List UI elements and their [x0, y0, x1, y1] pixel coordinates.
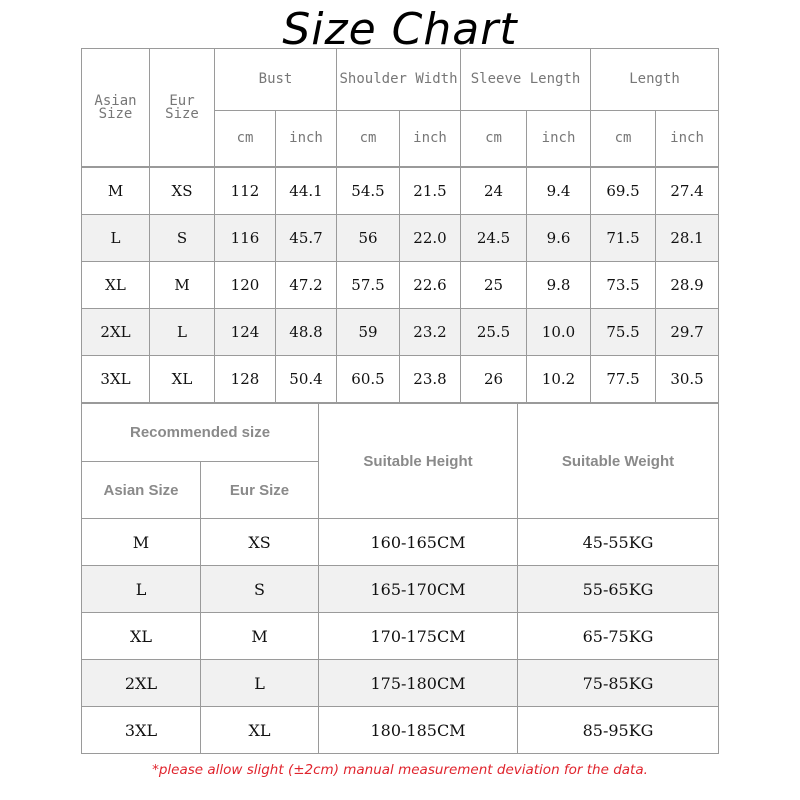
cell-eur-size: XS — [150, 167, 215, 215]
cell-weight: 75-85KG — [518, 660, 719, 707]
cell-asian-size: 3XL — [82, 356, 150, 403]
header-unit-cm: cm — [591, 111, 656, 168]
cell-bust-cm: 112 — [215, 167, 276, 215]
cell-bust-inch: 48.8 — [276, 309, 337, 356]
cell-sleeve-inch: 10.2 — [527, 356, 591, 403]
cell-eur-size: M — [150, 262, 215, 309]
measurement-note: *please allow slight (±2cm) manual measurement deviation for the data. — [152, 762, 648, 778]
header-length: Length — [591, 49, 719, 111]
cell-length-inch: 30.5 — [656, 356, 719, 403]
cell-eur-size: XL — [150, 356, 215, 403]
cell-shoulder-inch: 23.8 — [400, 356, 461, 403]
header-unit-inch: inch — [400, 111, 461, 168]
cell-asian-size: XL — [82, 262, 150, 309]
cell-bust-cm: 124 — [215, 309, 276, 356]
cell-weight: 55-65KG — [518, 566, 719, 613]
cell-height: 165-170CM — [319, 566, 518, 613]
cell-asian-size: M — [82, 167, 150, 215]
cell-eur-size: S — [150, 215, 215, 262]
cell-eur-size: L — [150, 309, 215, 356]
cell-bust-inch: 45.7 — [276, 215, 337, 262]
cell-length-cm: 71.5 — [591, 215, 656, 262]
cell-asian-size: 2XL — [82, 660, 201, 707]
cell-eur-size: XL — [201, 707, 319, 754]
table-row — [82, 167, 719, 215]
cell-length-cm: 77.5 — [591, 356, 656, 403]
cell-sleeve-inch: 9.4 — [527, 167, 591, 215]
header-unit-inch: inch — [527, 111, 591, 168]
cell-bust-inch: 44.1 — [276, 167, 337, 215]
cell-asian-size: 3XL — [82, 707, 201, 754]
cell-weight: 85-95KG — [518, 707, 719, 754]
cell-length-inch: 28.9 — [656, 262, 719, 309]
cell-length-inch: 28.1 — [656, 215, 719, 262]
cell-sleeve-cm: 24.5 — [461, 215, 527, 262]
table-row — [82, 566, 719, 613]
cell-shoulder-inch: 22.6 — [400, 262, 461, 309]
header-eur-size: Eur Size — [201, 462, 319, 519]
cell-asian-size: 2XL — [82, 309, 150, 356]
cell-sleeve-cm: 26 — [461, 356, 527, 403]
cell-bust-cm: 128 — [215, 356, 276, 403]
cell-height: 170-175CM — [319, 613, 518, 660]
cell-sleeve-inch: 10.0 — [527, 309, 591, 356]
cell-bust-cm: 120 — [215, 262, 276, 309]
cell-eur-size: S — [201, 566, 319, 613]
header-unit-cm: cm — [337, 111, 400, 168]
table-row — [82, 660, 719, 707]
cell-sleeve-inch: 9.6 — [527, 215, 591, 262]
cell-length-inch: 29.7 — [656, 309, 719, 356]
header-suitable-weight: Suitable Weight — [518, 404, 719, 519]
measurement-table — [81, 48, 719, 403]
cell-asian-size: XL — [82, 613, 201, 660]
cell-shoulder-cm: 56 — [337, 215, 400, 262]
header-shoulder-width: Shoulder Width — [337, 49, 461, 111]
table-row — [82, 309, 719, 356]
header-unit-cm: cm — [461, 111, 527, 168]
cell-height: 160-165CM — [319, 519, 518, 566]
header-unit-inch: inch — [276, 111, 337, 168]
header-unit-cm: cm — [215, 111, 276, 168]
cell-shoulder-inch: 21.5 — [400, 167, 461, 215]
header-sleeve-length: Sleeve Length — [461, 49, 591, 111]
cell-asian-size: L — [82, 215, 150, 262]
cell-eur-size: L — [201, 660, 319, 707]
table-row — [82, 519, 719, 566]
cell-sleeve-cm: 25.5 — [461, 309, 527, 356]
cell-shoulder-inch: 22.0 — [400, 215, 461, 262]
cell-eur-size: XS — [201, 519, 319, 566]
cell-weight: 65-75KG — [518, 613, 719, 660]
cell-eur-size: M — [201, 613, 319, 660]
cell-asian-size: L — [82, 566, 201, 613]
cell-sleeve-cm: 25 — [461, 262, 527, 309]
cell-length-inch: 27.4 — [656, 167, 719, 215]
table-row — [82, 215, 719, 262]
page-title: Size Chart — [282, 4, 518, 55]
table-row — [82, 262, 719, 309]
header-eur-size: Eur Size — [150, 49, 215, 168]
cell-shoulder-cm: 60.5 — [337, 356, 400, 403]
cell-length-cm: 69.5 — [591, 167, 656, 215]
cell-shoulder-cm: 57.5 — [337, 262, 400, 309]
cell-bust-inch: 50.4 — [276, 356, 337, 403]
cell-sleeve-inch: 9.8 — [527, 262, 591, 309]
cell-asian-size: M — [82, 519, 201, 566]
header-unit-inch: inch — [656, 111, 719, 168]
recommended-size-table — [81, 403, 719, 754]
cell-height: 175-180CM — [319, 660, 518, 707]
cell-shoulder-cm: 59 — [337, 309, 400, 356]
header-recommended-size: Recommended size — [82, 404, 319, 462]
cell-bust-inch: 47.2 — [276, 262, 337, 309]
cell-shoulder-cm: 54.5 — [337, 167, 400, 215]
table-row — [82, 613, 719, 660]
cell-shoulder-inch: 23.2 — [400, 309, 461, 356]
cell-height: 180-185CM — [319, 707, 518, 754]
cell-length-cm: 75.5 — [591, 309, 656, 356]
cell-sleeve-cm: 24 — [461, 167, 527, 215]
header-asian-size: Asian Size — [82, 462, 201, 519]
header-bust: Bust — [215, 49, 337, 111]
cell-bust-cm: 116 — [215, 215, 276, 262]
cell-weight: 45-55KG — [518, 519, 719, 566]
header-suitable-height: Suitable Height — [319, 404, 518, 519]
header-asian-size: Asian Size — [82, 49, 150, 168]
cell-length-cm: 73.5 — [591, 262, 656, 309]
table-row — [82, 356, 719, 403]
table-row — [82, 707, 719, 754]
